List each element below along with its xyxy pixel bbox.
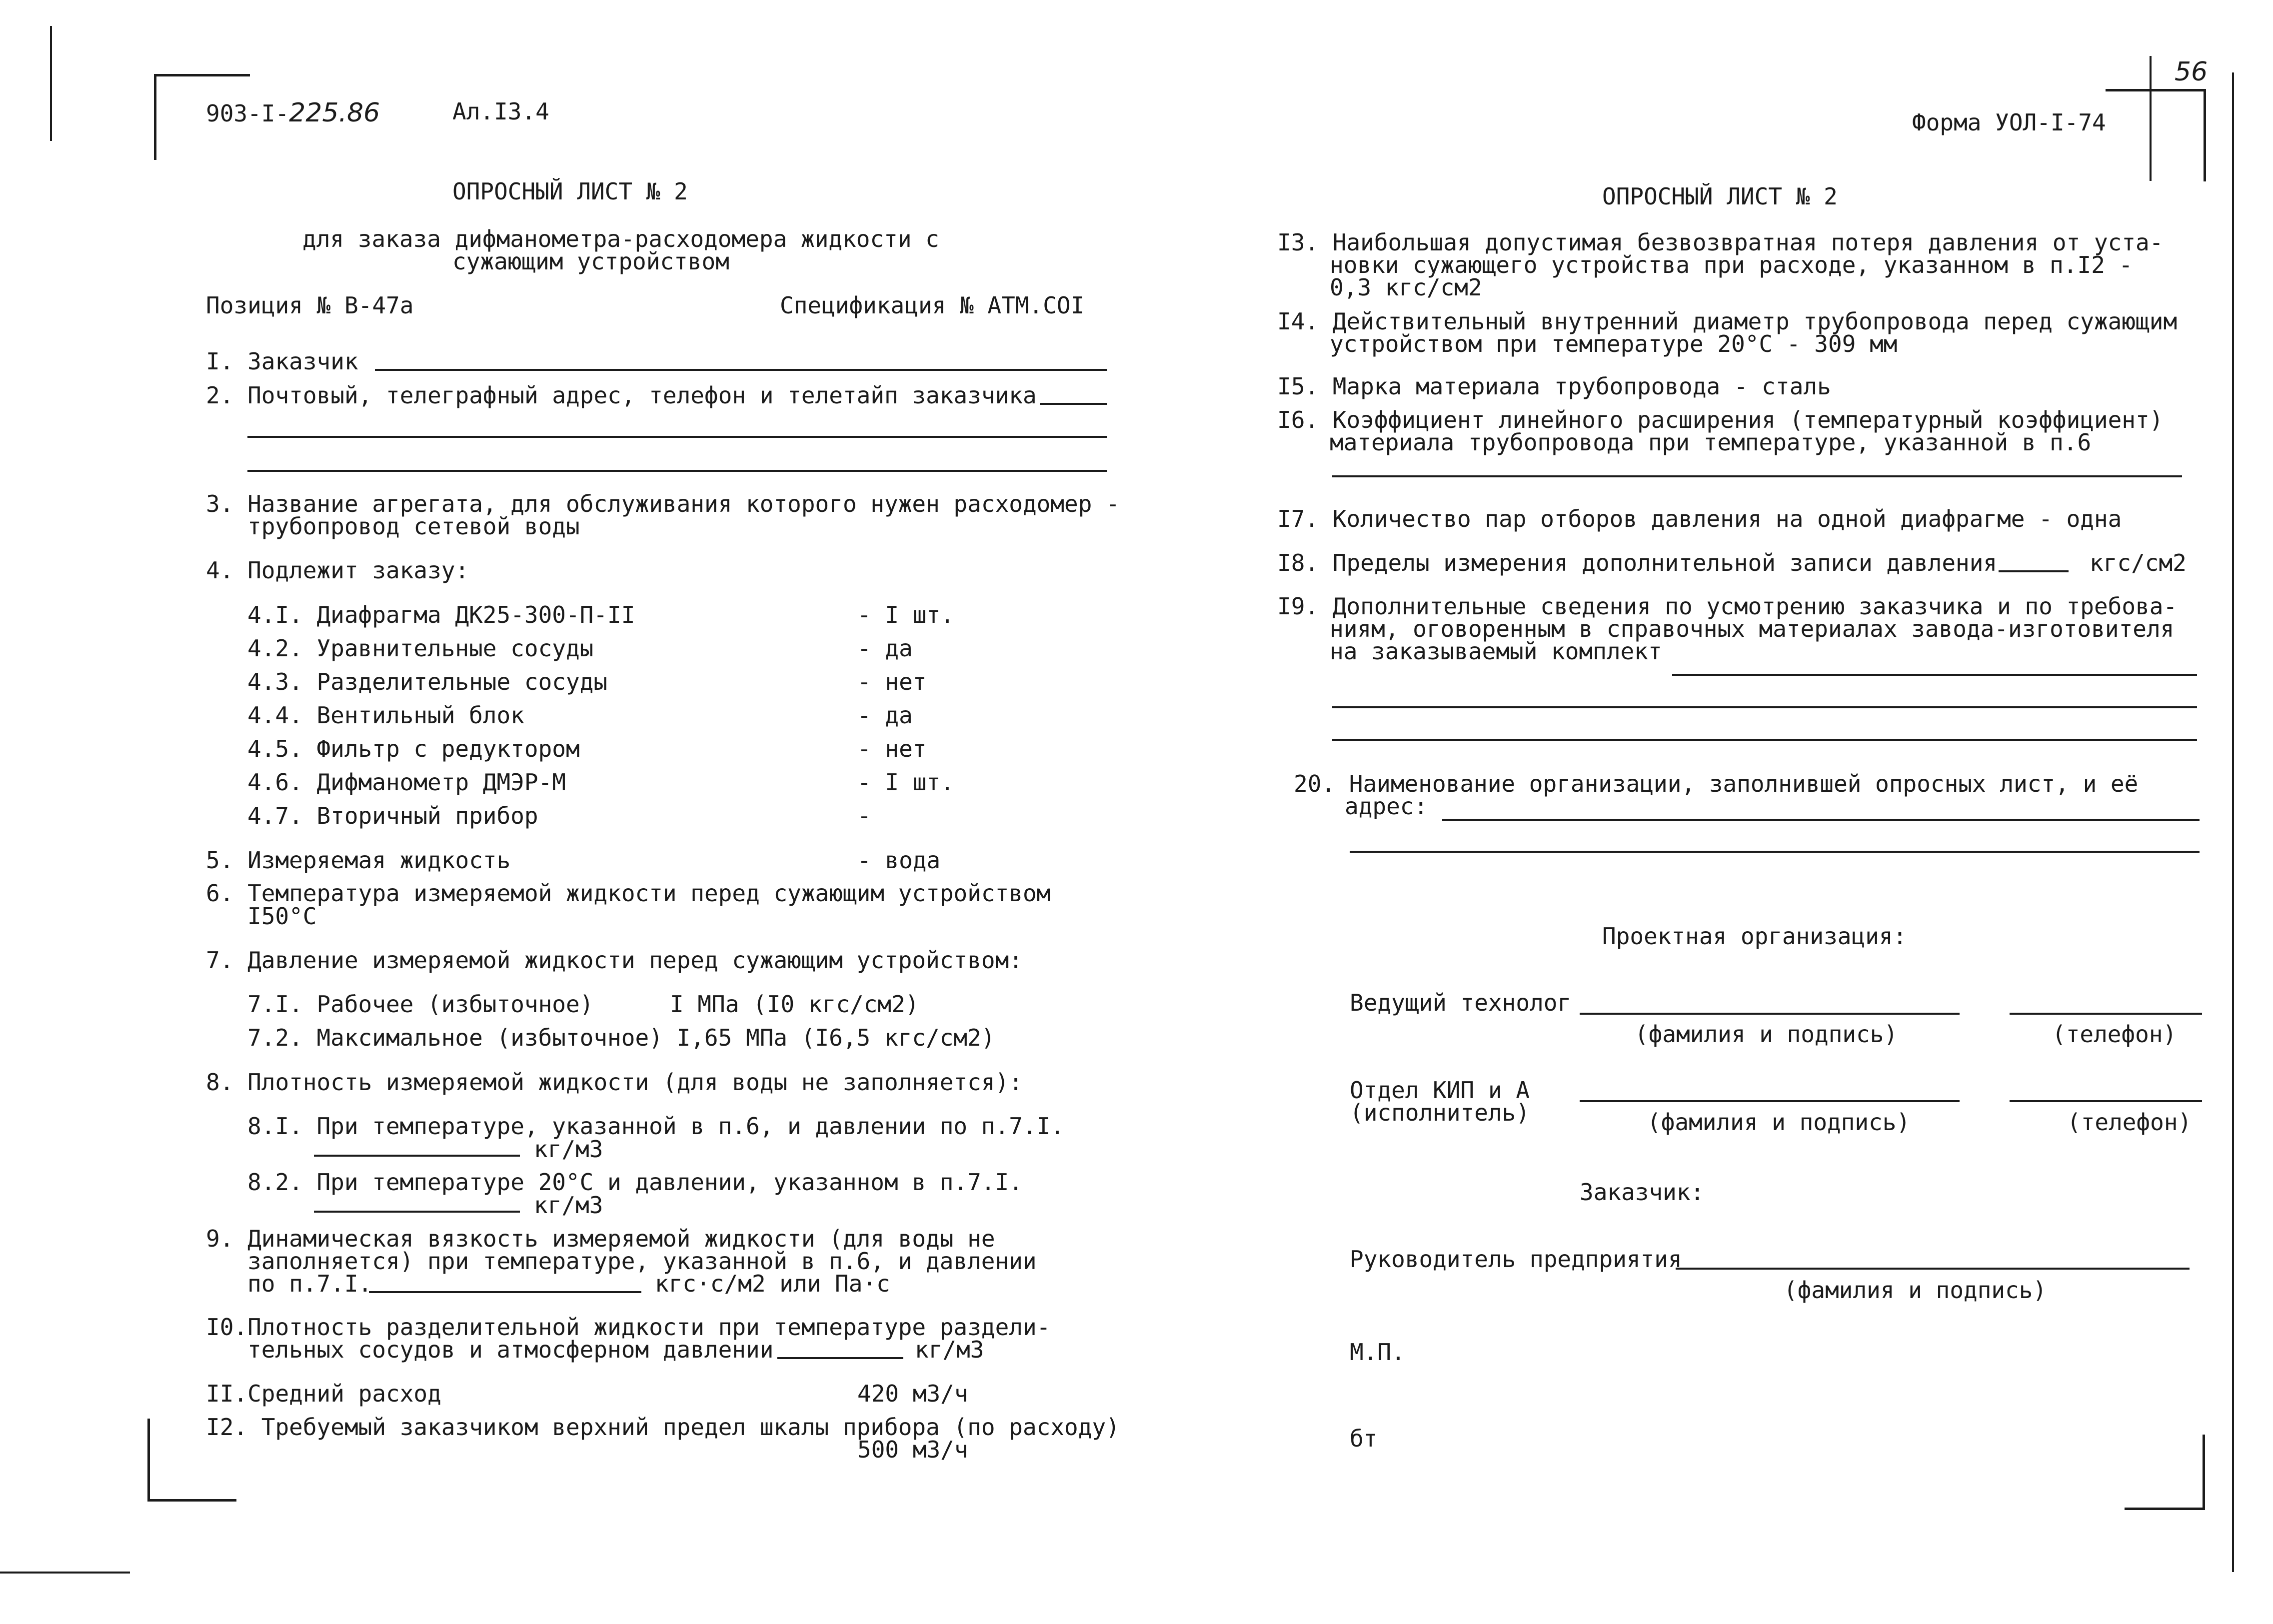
item-16-line-1: I6. Коэффициент линейного расширения (температурный коэффициент) [1277, 406, 2164, 433]
frame-left-bottom-horizontal [147, 1499, 236, 1502]
order-item-value: - да [857, 635, 913, 662]
phone-caption: (телефон) [2052, 1021, 2177, 1048]
item-10-field[interactable] [777, 1357, 903, 1359]
item-8-2-unit: кг/м3 [534, 1192, 603, 1219]
signature-caption: (фамилия и подпись) [1635, 1021, 1898, 1048]
item-9-line-3a: по п.7.I. [247, 1270, 372, 1297]
item-11-value: 420 м3/ч [857, 1380, 968, 1407]
item-5-value: - вода [857, 847, 941, 874]
item-13-line-3: 0,3 кгс/см2 [1330, 274, 1482, 301]
item-4-heading: 4. Подлежит заказу: [206, 557, 469, 584]
item-16-field[interactable] [1332, 475, 2182, 477]
item-9-line-3b: кгс·с/м2 или Па·с [655, 1270, 890, 1297]
signature-caption: (фамилия и подпись) [1647, 1109, 1911, 1136]
item-17: I7. Количество пар отборов давления на одной диафрагме - одна [1277, 505, 2122, 532]
form-number: Форма УОЛ-I-74 [1912, 109, 2106, 136]
item-19-line-1: I9. Дополнительные сведения по усмотрению заказчика и по требова- [1277, 593, 2178, 620]
item-13-line-1: I3. Наибольшая допустимая безвозвратная потеря давления от уста- [1277, 229, 2164, 256]
item-14-line-2: устройством при температуре 20°С - 309 мм [1330, 330, 1898, 357]
order-item-value: - I шт. [857, 601, 954, 628]
order-item-value: - нет [857, 668, 927, 695]
kip-department-line-1: Отдел КИП и А [1350, 1077, 1530, 1104]
frame-left-top-horizontal [154, 74, 250, 76]
item-2-field[interactable] [1040, 403, 1107, 405]
item-18-unit: кгс/см2 [2090, 549, 2187, 576]
order-item-value: - [857, 802, 871, 829]
order-item-label: 4.2. Уравнительные сосуды [247, 635, 594, 662]
director-label: Руководитель предприятия [1350, 1246, 1682, 1273]
page-number: 56 [2175, 57, 2208, 87]
kip-signature-field[interactable] [1580, 1100, 1960, 1102]
frame-right-bottom-horizontal [2125, 1508, 2205, 1510]
subtitle-line-1: для заказа дифманометра-расходомера жидкости с [302, 225, 939, 252]
item-1-field[interactable] [375, 369, 1107, 371]
order-item-label: 4.4. Вентильный блок [247, 702, 524, 729]
scan-right-edge [2232, 72, 2234, 1572]
lead-technologist-signature-field[interactable] [1580, 1013, 1960, 1015]
item-19-field-line-3[interactable] [1332, 739, 2197, 741]
order-item-label: 4.I. Диафрагма ДК25-300-П-II [247, 601, 635, 628]
order-item-value: - нет [857, 735, 927, 762]
order-item-label: 4.7. Вторичный прибор [247, 802, 538, 829]
project-organization-heading: Проектная организация: [1602, 923, 1907, 950]
item-19-field-line-2[interactable] [1332, 706, 2197, 708]
item-20-line-1: 20. Наименование организации, заполнившей опросных лист, и её [1294, 770, 2139, 797]
doc-code-prefix: 903-I- [206, 100, 289, 127]
page-title: ОПРОСНЫЙ ЛИСТ № 2 [452, 178, 688, 205]
item-19-line-2: ниям, оговоренным в справочных материалах завода-изготовителя [1330, 615, 2175, 642]
scan-right-top-mark [2150, 56, 2152, 181]
signature-caption: (фамилия и подпись) [1784, 1277, 2047, 1304]
item-15: I5. Марка материала трубопровода - сталь [1277, 373, 1831, 400]
document-code: бт [1350, 1425, 1378, 1452]
item-16-line-2: материала трубопровода при температуре, указанной в п.6 [1330, 429, 2092, 456]
item-6-line-1: 6. Температура измеряемой жидкости перед сужающим устройством [206, 880, 1051, 907]
specification-number: Спецификация № АТМ.COI [780, 292, 1085, 319]
item-9-field[interactable] [369, 1291, 641, 1293]
item-19-field[interactable] [1672, 674, 2197, 676]
kip-phone-field[interactable] [2010, 1100, 2202, 1102]
item-3-line-2: трубопровод сетевой воды [247, 513, 580, 540]
item-13-line-2: новки сужающего устройства при расходе, указанном в п.I2 - [1330, 251, 2133, 278]
director-signature-field[interactable] [1676, 1268, 2190, 1270]
item-8-heading: 8. Плотность измеряемой жидкости (для воды не заполняется): [206, 1069, 1023, 1096]
item-20-field[interactable] [1442, 819, 2200, 821]
item-7-1-value: I МПа (I0 кгс/см2) [670, 991, 919, 1018]
item-1-customer: I. Заказчик [206, 348, 358, 375]
item-12-value: 500 м3/ч [857, 1436, 968, 1463]
item-8-2: 8.2. При температуре 20°С и давлении, указанном в п.7.I. [247, 1169, 1023, 1196]
position-number: Позиция № В-47а [206, 292, 414, 319]
phone-caption: (телефон) [2067, 1109, 2192, 1136]
frame-right-top-horizontal [2106, 89, 2206, 91]
subtitle-line-2: сужающим устройством [452, 248, 729, 275]
item-10-line-1: I0.Плотность разделительной жидкости при температуре раздели- [206, 1314, 1051, 1341]
page-title-right: ОПРОСНЫЙ ЛИСТ № 2 [1602, 183, 1838, 210]
item-14-line-1: I4. Действительный внутренний диаметр трубопровода перед сужающим [1277, 308, 2178, 335]
item-10-line-2: тельных сосудов и атмосферном давлении [247, 1336, 774, 1363]
doc-code-handwritten: 225.86 [289, 98, 380, 128]
item-5-label: 5. Измеряемая жидкость [206, 847, 511, 874]
item-20-field-line-2[interactable] [1350, 851, 2200, 853]
frame-right-bottom-vertical [2203, 1435, 2205, 1510]
item-8-1-field[interactable] [314, 1155, 520, 1157]
item-18-label: I8. Пределы измерения дополнительной записи давления [1277, 549, 1998, 576]
item-3-line-1: 3. Название агрегата, для обслуживания которого нужен расходомер - [206, 490, 1120, 517]
item-10-unit: кг/м3 [915, 1336, 984, 1363]
item-7-1-label: 7.I. Рабочее (избыточное) [247, 991, 594, 1018]
item-11-label: II.Средний расход [206, 1380, 441, 1407]
item-2-field-line-3[interactable] [247, 470, 1107, 472]
item-8-1: 8.I. При температуре, указанной в п.6, и давлении по п.7.I. [247, 1113, 1064, 1140]
item-19-line-3: на заказываемый комплект [1330, 638, 1662, 665]
item-6-line-2: I50°С [247, 903, 317, 930]
item-8-2-field[interactable] [314, 1211, 520, 1213]
frame-left-top-vertical [154, 74, 156, 160]
order-item-value: - да [857, 702, 913, 729]
kip-department-line-2: (исполнитель) [1350, 1099, 1530, 1126]
order-item-label: 4.5. Фильтр с редуктором [247, 735, 580, 762]
item-7-heading: 7. Давление измеряемой жидкости перед сужающим устройством: [206, 947, 1023, 974]
lead-technologist-phone-field[interactable] [2010, 1013, 2202, 1015]
item-2-field-line-2[interactable] [247, 436, 1107, 438]
item-9-line-1: 9. Динамическая вязкость измеряемой жидкости (для воды не [206, 1225, 995, 1252]
item-18-field[interactable] [1999, 570, 2069, 572]
item-2-address: 2. Почтовый, телеграфный адрес, телефон и телетайп заказчика [206, 382, 1037, 409]
doc-code [206, 100, 380, 126]
frame-right-top-vertical [2204, 89, 2206, 181]
stamp-place: М.П. [1350, 1339, 1405, 1366]
item-9-line-2: заполняется) при температуре, указанной в п.6, и давлении [247, 1248, 1037, 1275]
scan-bottom-mark [0, 1572, 130, 1574]
item-8-1-unit: кг/м3 [534, 1136, 603, 1163]
lead-technologist-label: Ведущий технолог [1350, 989, 1572, 1016]
order-item-label: 4.6. Дифманометр ДМЭР-М [247, 769, 566, 796]
order-item-value: - I шт. [857, 769, 954, 796]
scan-edge-mark [50, 26, 52, 141]
item-20-line-2: адрес: [1345, 793, 1428, 820]
customer-heading: Заказчик: [1580, 1179, 1705, 1206]
item-7-2: 7.2. Максимальное (избыточное) I,65 МПа (I6,5 кгс/см2) [247, 1024, 995, 1051]
frame-left-bottom-vertical [147, 1419, 150, 1502]
item-12: I2. Требуемый заказчиком верхний предел шкалы прибора (по расходу) [206, 1414, 1120, 1441]
album-number: Ал.I3.4 [452, 98, 549, 125]
order-item-label: 4.3. Разделительные сосуды [247, 668, 608, 695]
